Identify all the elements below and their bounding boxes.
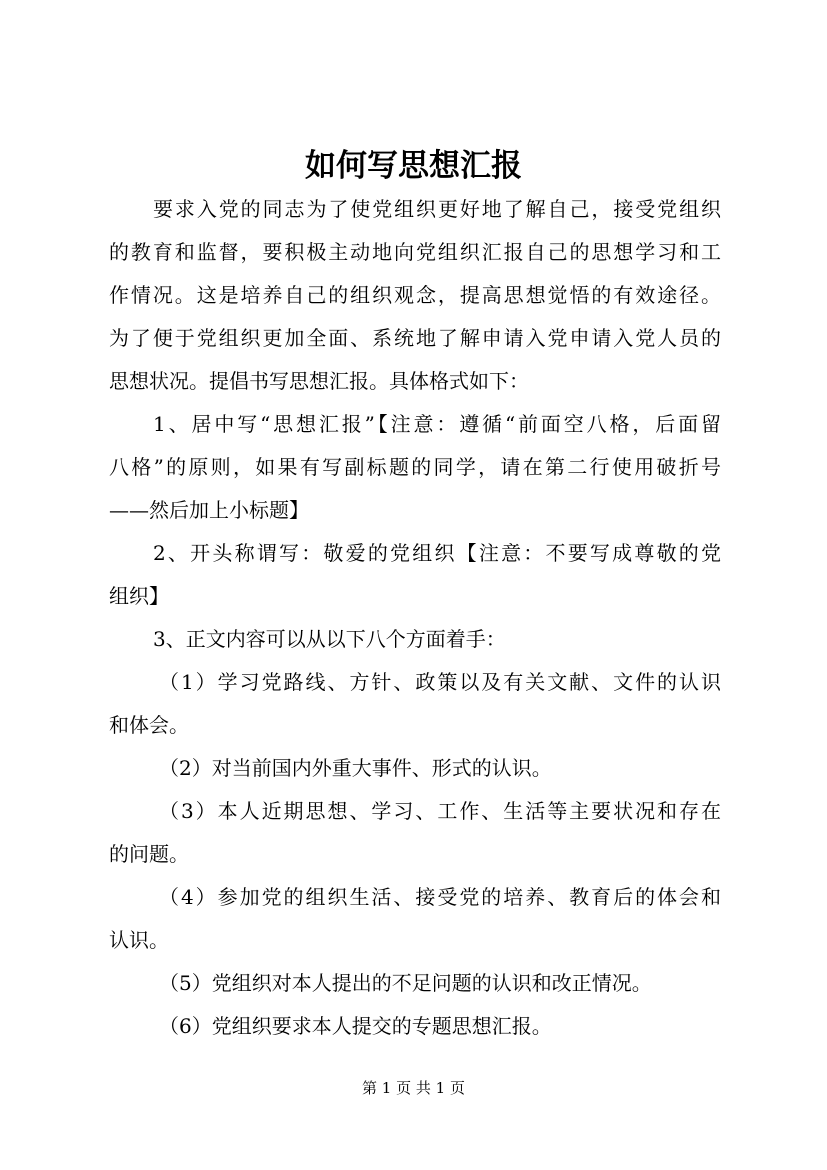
body-line: （1）学习党路线、方针、政策以及有关文献、文件的认识 xyxy=(159,670,721,694)
body-line: 认识。 xyxy=(109,928,169,952)
body-line: （4）参加党的组织生活、接受党的培养、教育后的体会和 xyxy=(159,885,721,909)
body-line: 和体会。 xyxy=(109,713,189,737)
body-line: 2、开头称谓写：敬爱的党组织【注意：不要写成尊敬的党 xyxy=(153,541,721,565)
body-line: 八格”的原则，如果有写副标题的同学，请在第二行使用破折号 xyxy=(109,455,721,479)
body-line: 思想状况。提倡书写思想汇报。具体格式如下： xyxy=(109,369,529,393)
body-line: 3、正文内容可以从以下八个方面着手： xyxy=(153,627,506,651)
body-line: （3）本人近期思想、学习、工作、生活等主要状况和存在 xyxy=(159,799,721,823)
body-line: 作情况。这是培养自己的组织观念，提高思想觉悟的有效途径。 xyxy=(109,283,721,307)
body-line: 为了便于党组织更加全面、系统地了解申请入党申请入党人员的 xyxy=(109,326,721,350)
body-line: 的教育和监督，要积极主动地向党组织汇报自己的思想学习和工 xyxy=(109,240,721,264)
body-line: ——然后加上小标题】 xyxy=(109,498,309,522)
document-body xyxy=(109,188,721,1048)
body-line: （2）对当前国内外重大事件、形式的认识。 xyxy=(159,756,552,780)
body-line: （5）党组织对本人提出的不足问题的认识和改正情况。 xyxy=(159,971,652,995)
body-line: 组织】 xyxy=(109,584,169,608)
page-footer: 第 1 页 共 1 页 xyxy=(362,1079,465,1097)
body-line: 的问题。 xyxy=(109,842,189,866)
body-line: 1、居中写“思想汇报”【注意：遵循“前面空八格，后面留 xyxy=(153,412,721,436)
body-line: 要求入党的同志为了使党组织更好地了解自己，接受党组织 xyxy=(153,197,721,221)
document-title: 如何写思想汇报 xyxy=(305,148,522,184)
body-line: （6）党组织要求本人提交的专题思想汇报。 xyxy=(159,1014,552,1038)
